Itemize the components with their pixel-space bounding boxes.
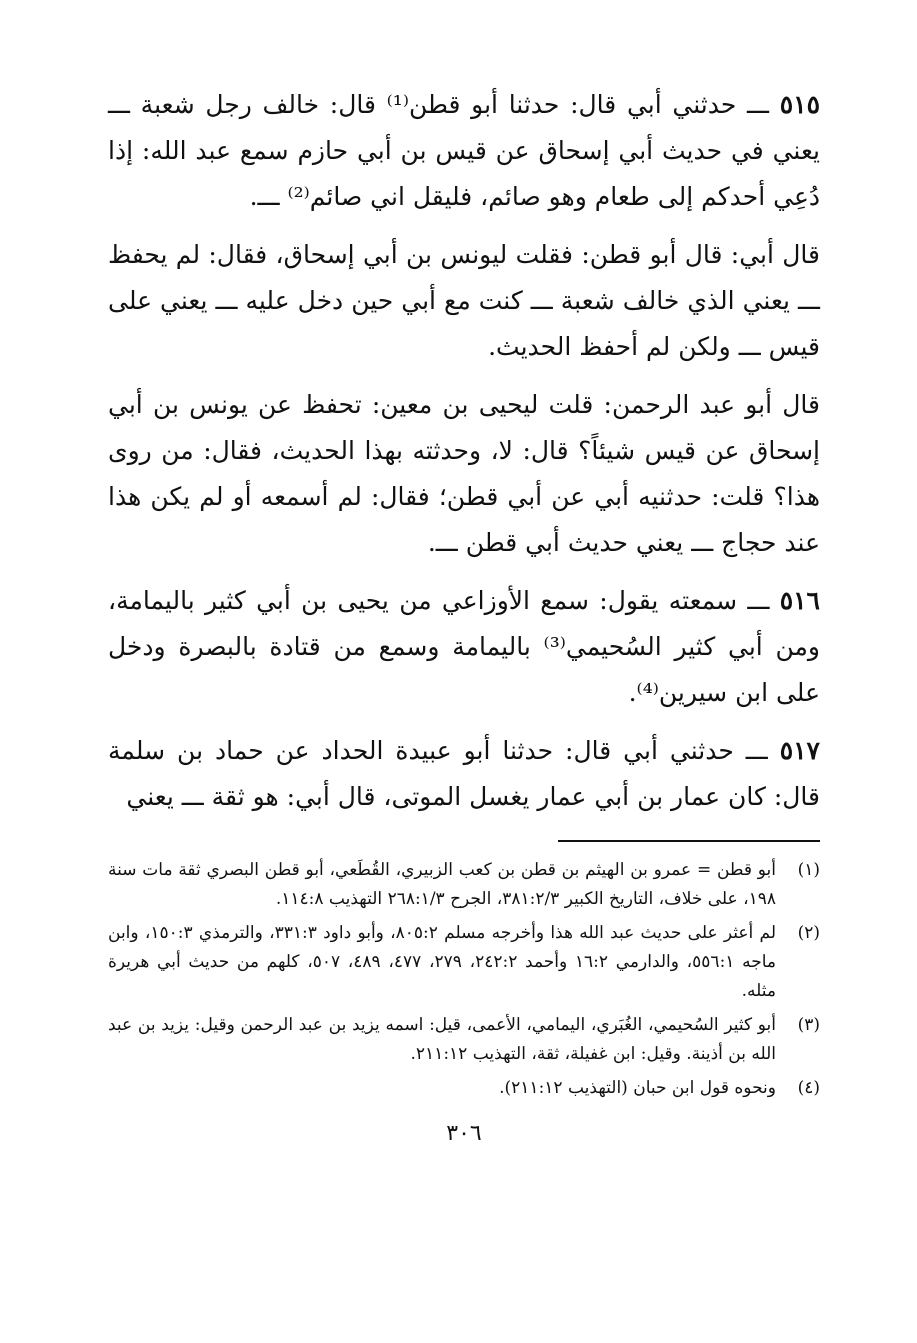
footnote-number: (٢) [797,923,820,943]
footnote-divider [558,840,820,842]
footnote-text: ونحوه قول ابن حبان (التهذيب ٢١١:١٢). [499,1078,776,1098]
footnotes [108,856,820,1103]
paragraph-text: ـــ سمعته يقول: سمع الأوزاعي من يحيى بن أبي كثير باليمامة، ومن أبي كثير السُحيمي⁽³⁾ باليمامة وسمع من قتادة بالبصرة ودخل على ابن سيرين⁽⁴⁾. [108,586,820,707]
footnote [108,856,820,914]
page [108,82,820,1146]
footnote-number: (٤) [797,1078,820,1098]
entry-number: ٥١٧ [779,736,820,765]
footnote-text: أبو قطن = عمرو بن الهيثم بن قطن بن كعب الزبيري، القُطَعي، أبو قطن البصري ثقة مات سنة ١٩٨، على خلاف، التاريخ الكبير ٣٨١:٢/٣، الجرح ٢٦٨:١/٣ التهذيب ١١٤:٨. [108,860,776,909]
paragraph-517 [108,728,820,820]
footnote-number: (١) [797,860,820,880]
footnote [108,1011,820,1069]
entry-number: ٥١٦ [779,586,820,615]
entry-number: ٥١٥ [779,90,821,119]
main-text [108,82,820,820]
paragraph-516 [108,578,820,716]
footnote [108,919,820,1006]
paragraph-515 [108,82,820,220]
paragraph-abu-abd-al-rahman [108,382,820,566]
footnote [108,1074,820,1103]
footnote-text: لم أعثر على حديث عبد الله هذا وأخرجه مسلم ٨٠٥:٢، وأبو داود ٣٣١:٣، والترمذي ١٥٠:٣، وابن ماجه ٥٥٦:١، والدارمي ١٦:٢ وأحمد ٢٤٢:٢، ٢٧٩، ٤٧٧، ٤٨٩، ٥٠٧، كلهم من حديث أبي هريرة مثله. [108,923,777,1001]
paragraph-text: قال أبي: قال أبو قطن: فقلت ليونس بن أبي إسحاق، فقال: لم يحفظ ـــ يعني الذي خالف شعبة ـــ كنت مع أبي حين دخل عليه ـــ يعني على قيس ـــ ولكن لم أحفظ الحديث. [108,240,820,361]
footnote-text: أبو كثير السُحيمي، الغُبَري، اليمامي، الأعمى، قيل: اسمه يزيد بن عبد الرحمن وقيل: يزيد بن عبد الله بن أذينة. وقيل: ابن غفيلة، ثقة، التهذيب ٢١١:١٢. [108,1015,776,1064]
paragraph-515-continued [108,232,820,370]
paragraph-text: ـــ حدثني أبي قال: حدثنا أبو عبيدة الحداد عن حماد بن سلمة قال: كان عمار بن أبي عمار يغسل الموتى، قال أبي: هو ثقة ـــ يعني [108,736,820,811]
page-number: ٣٠٦ [446,1121,482,1146]
paragraph-text: ـــ حدثني أبي قال: حدثنا أبو قطن⁽¹⁾ قال: خالف رجل شعبة ـــ يعني في حديث أبي إسحاق عن قيس بن أبي حازم سمع عبد الله: إذا دُعِي أحدكم إلى طعام وهو صائم، فليقل اني صائم⁽²⁾ ـــ. [108,90,820,211]
paragraph-text: قال أبو عبد الرحمن: قلت ليحيى بن معين: تحفظ عن يونس بن أبي إسحاق عن قيس شيئاً؟ قال: لا، وحدثته بهذا الحديث، فقال: من روى هذا؟ قلت: حدثنيه أبي عن أبي قطن؛ فقال: لم أسمعه أو لم يكن هذا عند حجاج ـــ يعني حديث أبي قطن ـــ. [108,390,820,557]
footnote-number: (٣) [797,1015,820,1035]
